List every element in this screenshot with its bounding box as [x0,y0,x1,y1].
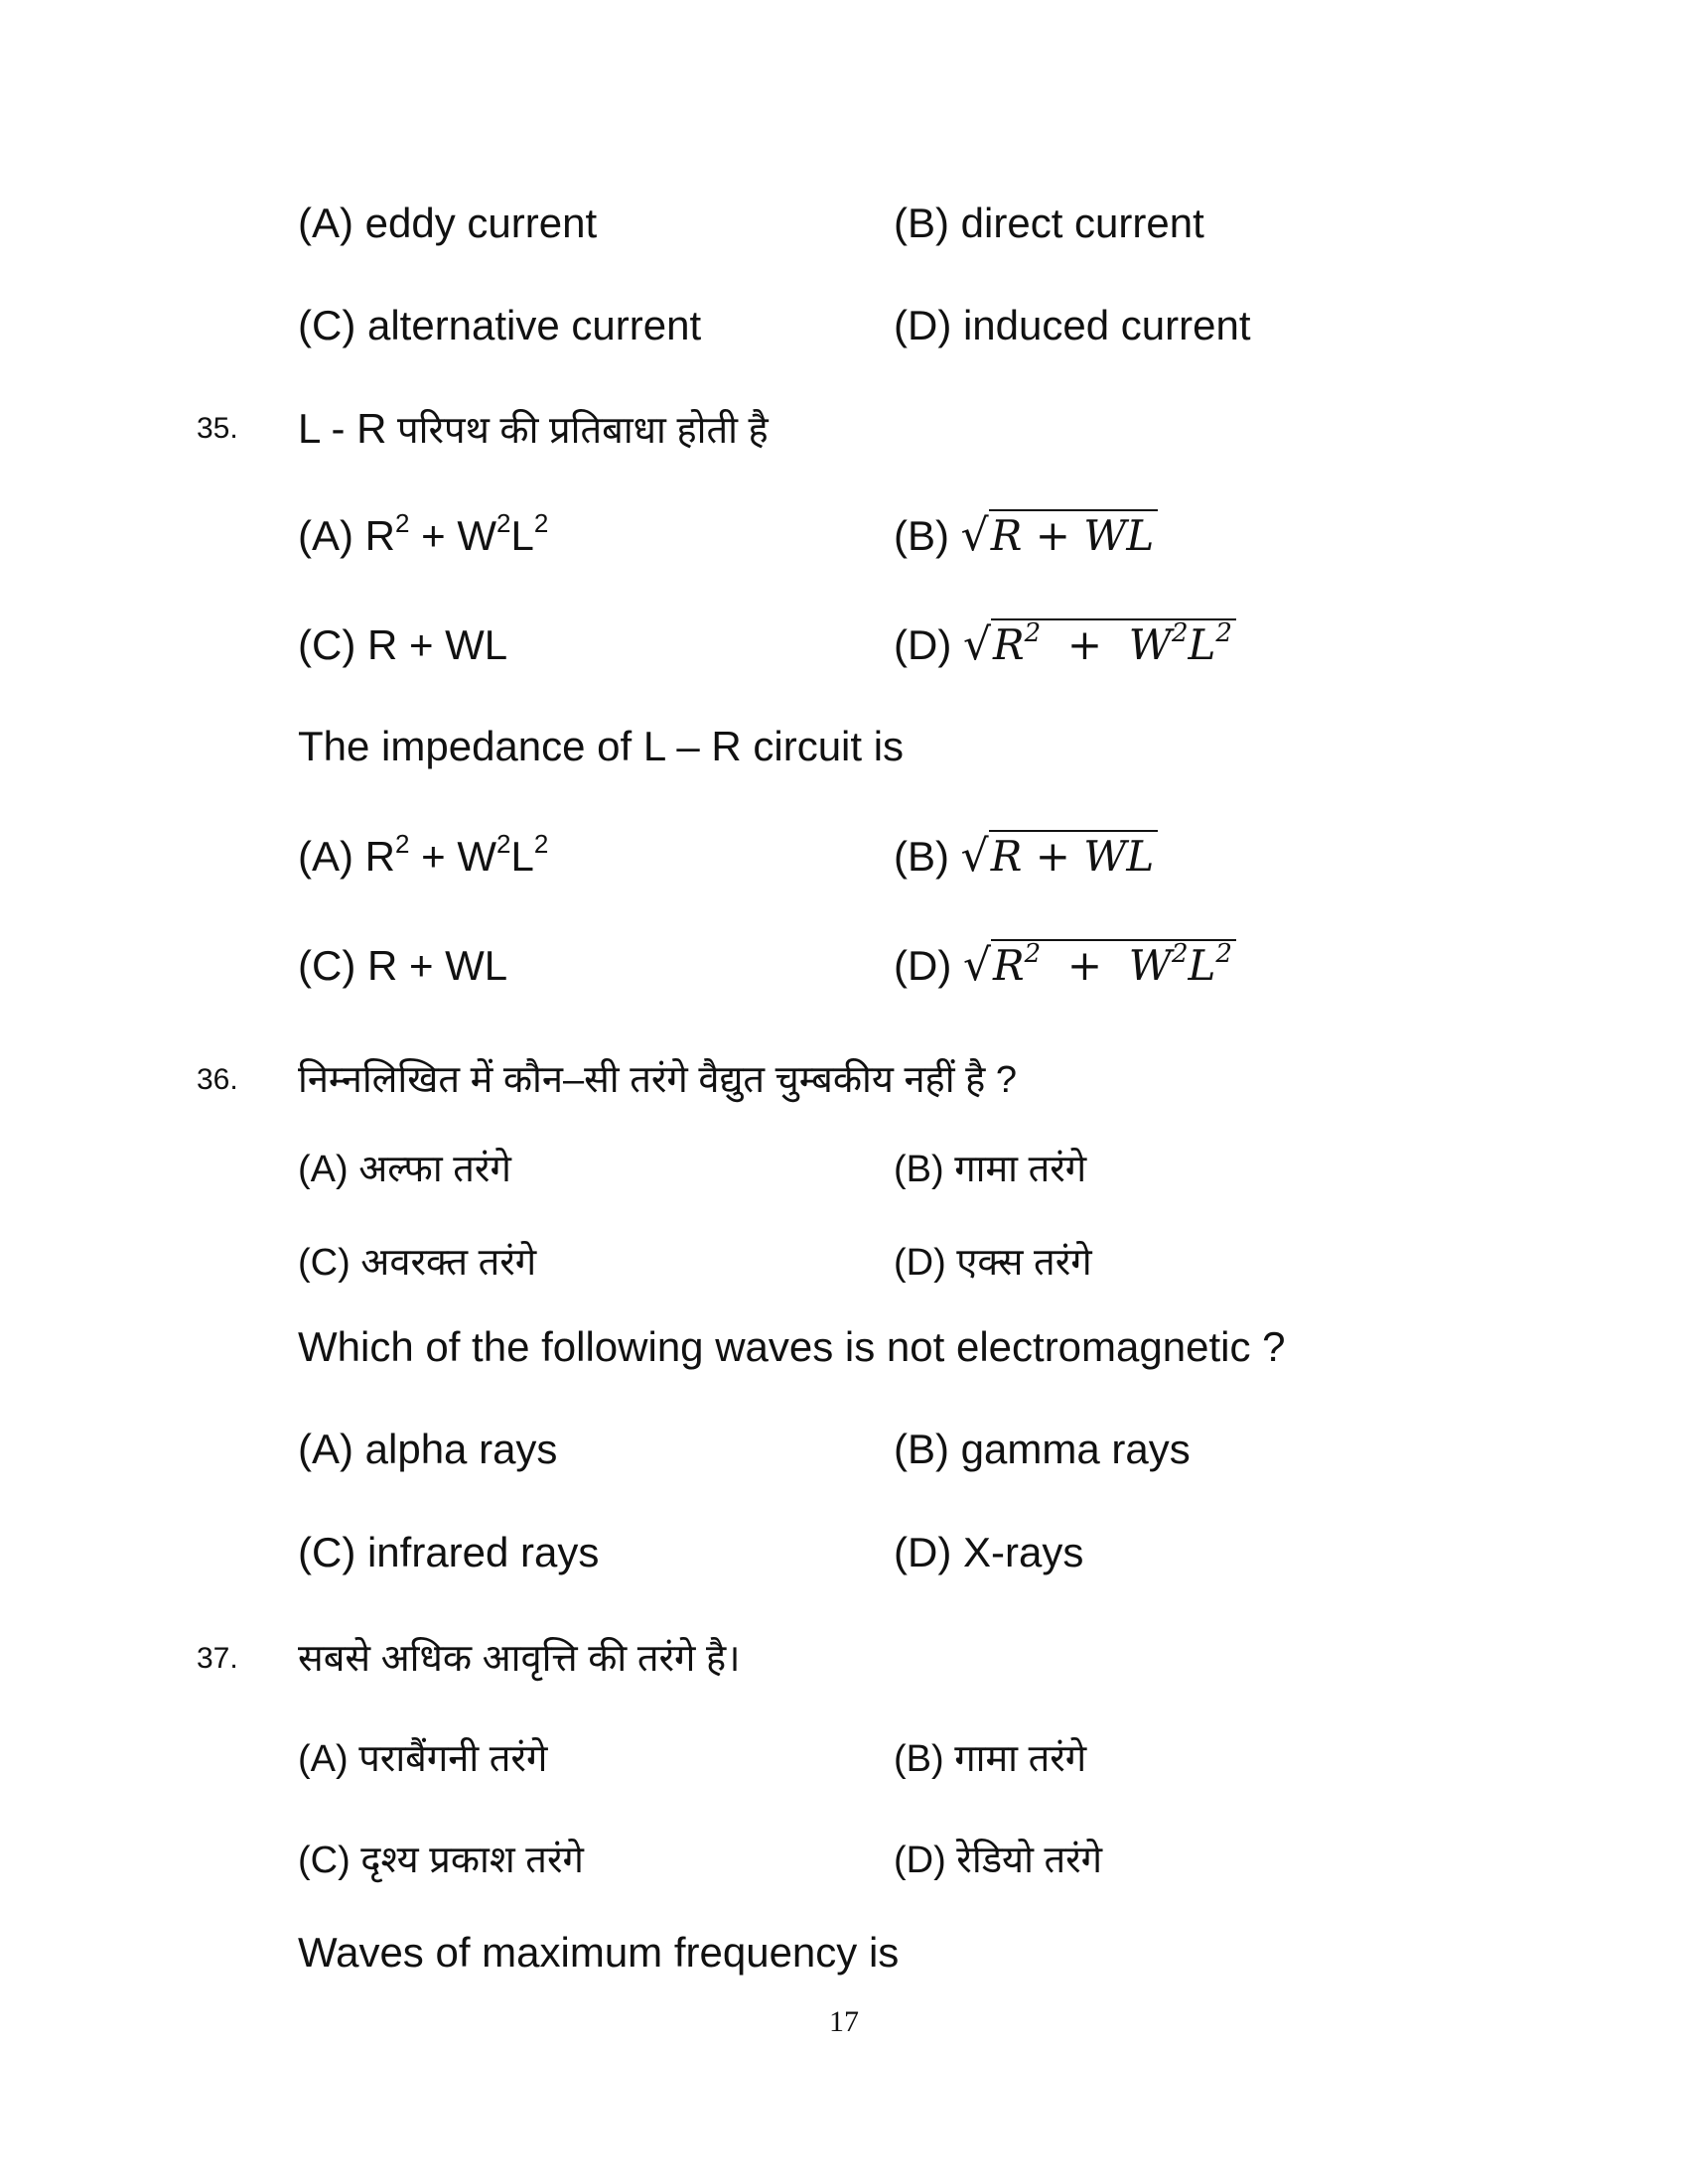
question-text-en: Waves of maximum frequency is [298,1929,900,1976]
q36-options-en-row-2 [0,1523,1688,1582]
page-number: 17 [829,2005,859,2038]
q36-option-a-en: (A) alpha rays [298,1426,558,1472]
question-text-hi: निम्नलिखित में कौन–सी तरंगे वैद्युत चुम्बकीय नहीं है ? [298,1059,1017,1101]
q36-question-hi [0,1050,1688,1110]
question-text-en: The impedance of L – R circuit is [298,723,905,769]
q35-options-en-row-1 [0,827,1688,887]
question-number: 35. [197,412,238,445]
q35-options-hi-row-1 [0,506,1688,566]
q37-option-d-hi: (D) रेडियो तरंगे [894,1840,1103,1881]
q37-question-hi [0,1629,1688,1689]
square-root: √R + WL [961,506,1159,566]
q37-question-en [0,1923,1688,1982]
question-text-hi: सबसे अधिक आवृत्ति की तरंगे है। [298,1638,741,1680]
q36-options-hi-row-2 [0,1233,1688,1293]
q35-options-hi-row-2 [0,615,1688,675]
q37-options-hi-row-2 [0,1831,1688,1890]
q35-option-b-hi: (B) √R + WL [894,506,1158,566]
question-text-en: Which of the following waves is not electromagnetic ? [298,1323,1286,1370]
question-number: 37. [197,1642,238,1675]
q35-option-c-hi: (C) R + WL [298,621,508,668]
q36-option-a-hi: (A) अल्फा तरंगे [298,1149,511,1190]
q36-option-c-hi: (C) अवरक्त तरंगे [298,1242,537,1284]
q34-option-b: (B) direct current [894,200,1204,246]
q36-option-c-en: (C) infrared rays [298,1529,600,1575]
q35-option-d-en: (D) $√R^2 + W^2L^2$ [894,936,1236,996]
q35-options-en-row-2 [0,936,1688,996]
question-number: 36. [197,1063,238,1096]
q36-option-d-hi: (D) एक्स तरंगे [894,1242,1092,1284]
q35-option-b-en: (B) √R + WL [894,827,1158,887]
q34-option-d: (D) induced current [894,302,1251,348]
question-text-hi: L - R परिपथ की प्रतिबाधा होती है [298,405,769,452]
q34-options-row-1 [0,194,1688,253]
q34-option-c: (C) alternative current [298,302,702,348]
q35-question-en [0,717,1688,776]
q36-option-b-hi: (B) गामा तरंगे [894,1149,1087,1190]
square-root: $√R^2 + W^2L^2$ [963,615,1236,675]
square-root: $√R^2 + W^2L^2$ [963,936,1236,996]
square-root: √R + WL [961,827,1159,887]
q37-option-a-hi: (A) पराबैंगनी तरंगे [298,1738,548,1780]
q36-question-en [0,1317,1688,1377]
q35-option-a-hi: (A) $R^2 + W^2L^2$ [298,508,549,559]
q37-options-hi-row-1 [0,1729,1688,1789]
q34-option-a: (A) eddy current [298,200,598,246]
q37-option-b-hi: (B) गामा तरंगे [894,1738,1087,1780]
q35-question-hi [0,399,1688,459]
q34-options-row-2 [0,296,1688,355]
q36-options-hi-row-1 [0,1140,1688,1199]
q36-option-b-en: (B) gamma rays [894,1426,1191,1472]
q36-option-d-en: (D) X-rays [894,1529,1084,1575]
q37-option-c-hi: (C) दृश्य प्रकाश तरंगे [298,1840,584,1881]
q36-options-en-row-1 [0,1420,1688,1479]
q35-option-a-en: (A) $R^2 + W^2L^2$ [298,829,549,880]
q35-option-d-hi: (D) $√R^2 + W^2L^2$ [894,615,1236,675]
q35-option-c-en: (C) R + WL [298,942,508,989]
